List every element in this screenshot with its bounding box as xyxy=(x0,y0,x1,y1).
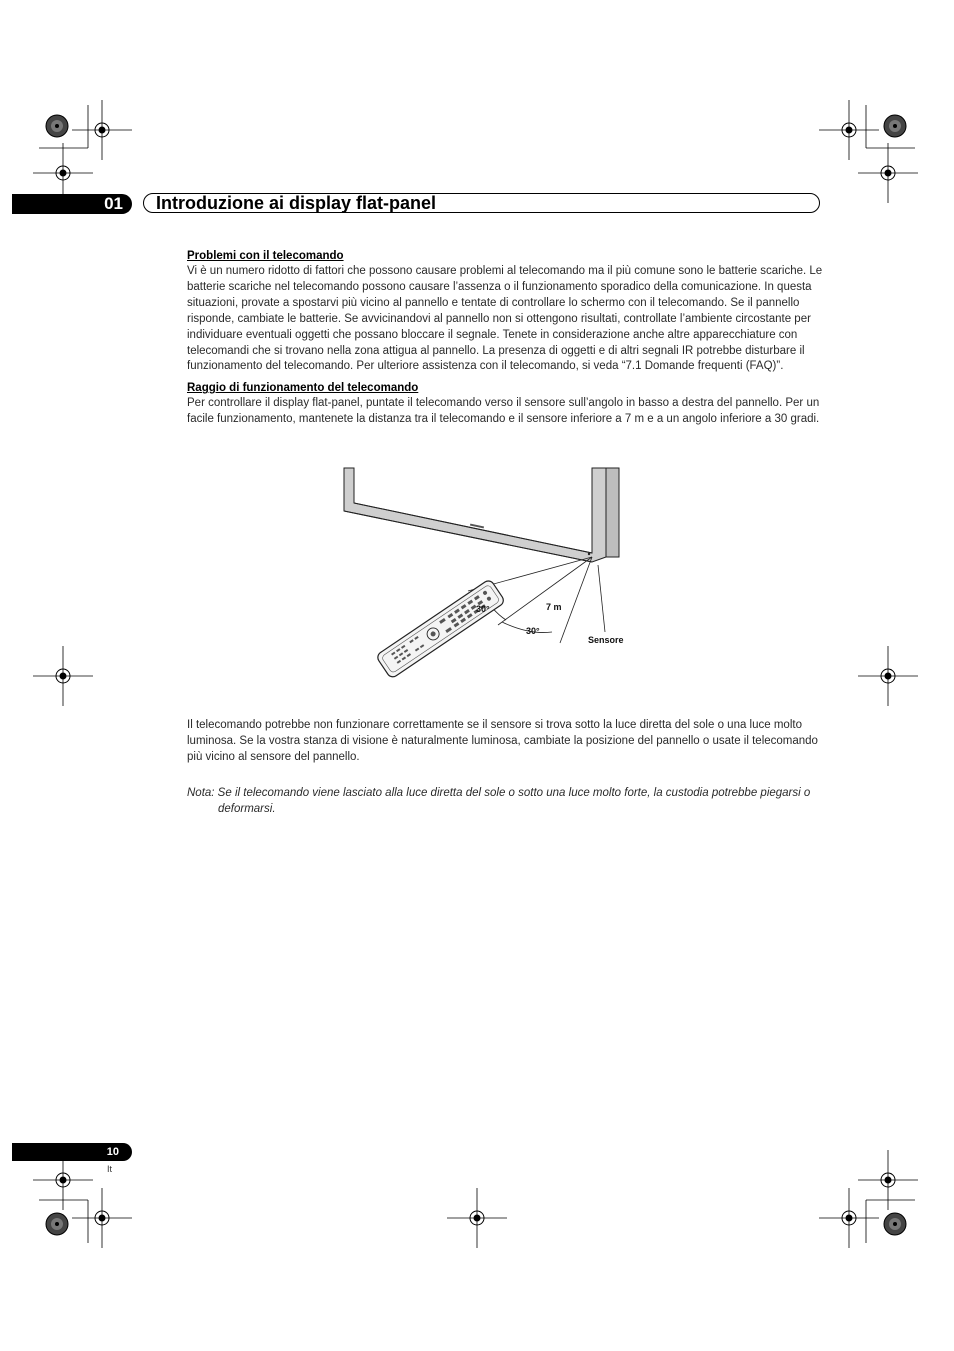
chapter-title: Introduzione ai display flat-panel xyxy=(156,193,437,213)
chapter-number-tab xyxy=(12,194,132,214)
page-number-tab xyxy=(12,1143,132,1161)
angle-label-bottom: 30° xyxy=(526,626,540,636)
language-code: It xyxy=(107,1164,113,1174)
sensor-label: Sensore xyxy=(588,635,624,645)
remote-range-diagram xyxy=(330,465,650,705)
chapter-number: 01 xyxy=(104,194,123,213)
page-number: 10 xyxy=(106,1146,119,1158)
section-heading: Raggio di funzionamento del telecomando xyxy=(187,382,419,395)
main-content xyxy=(187,249,823,428)
remote-control-illustration xyxy=(376,579,506,679)
body-paragraph: Il telecomando potrebbe non funzionare correttamente se il sensore si trova sotto la luce diretta del sole o una luce molto luminosa. Se la vostra stanza di visione è naturalmente luminosa, cambiate la posizione del pannello o usate il telecomando più vicino al sensore del pannello. xyxy=(187,719,818,763)
note-paragraph: Nota: Se il telecomando viene lasciato alla luce diretta del sole o sotto una luce molto forte, la custodia potrebbe piegarsi o deformarsi. xyxy=(187,786,811,815)
flat-panel-display-illustration xyxy=(344,468,619,562)
section-heading: Problemi con il telecomando xyxy=(187,250,344,262)
distance-label: 7 m xyxy=(546,602,562,612)
section-paragraph: Per controllare il display flat-panel, puntate il telecomando verso il sensore sull’angolo in basso a destra del pannello. Per un facile funzionamento, mantenete la distanza tra il telecomando e il sensore inferiore a 7 m e a un angolo inferiore a 30 gradi. xyxy=(187,397,820,426)
after-diagram-block xyxy=(187,718,823,818)
section-paragraph: Vi è un numero ridotto di fattori che possono causare problemi al telecomando ma il più comune sono le batterie scariche. Le batterie scariche nel telecomando possono causare l’assenza o il funzionamento sporadico della comunicazione. In questa situazioni, provate a spostarvi più vicino al pannello e tentate di controllare lo schermo con il telecomando. Se il pannello risponde, cambiate le batterie. Se avvicinandovi al pannello non si ottengono risultati, controllate l’ambiente circostante per individuare eventuali oggetti che possano bloccare il segnale. Tenete in considerazione anche altre apparecchiature con telecomandi che si trovano nella zona attigua al pannello. La presenza di oggetti e di altri segnali IR potrebbe disturbare il funzionamento del telecomando. Per ulteriore assistenza con il telecomando, si veda “7.1 Domande frequenti (FAQ)”. xyxy=(187,265,823,373)
chapter-title-bar xyxy=(143,193,820,213)
angle-label-top: 30° xyxy=(476,604,490,614)
